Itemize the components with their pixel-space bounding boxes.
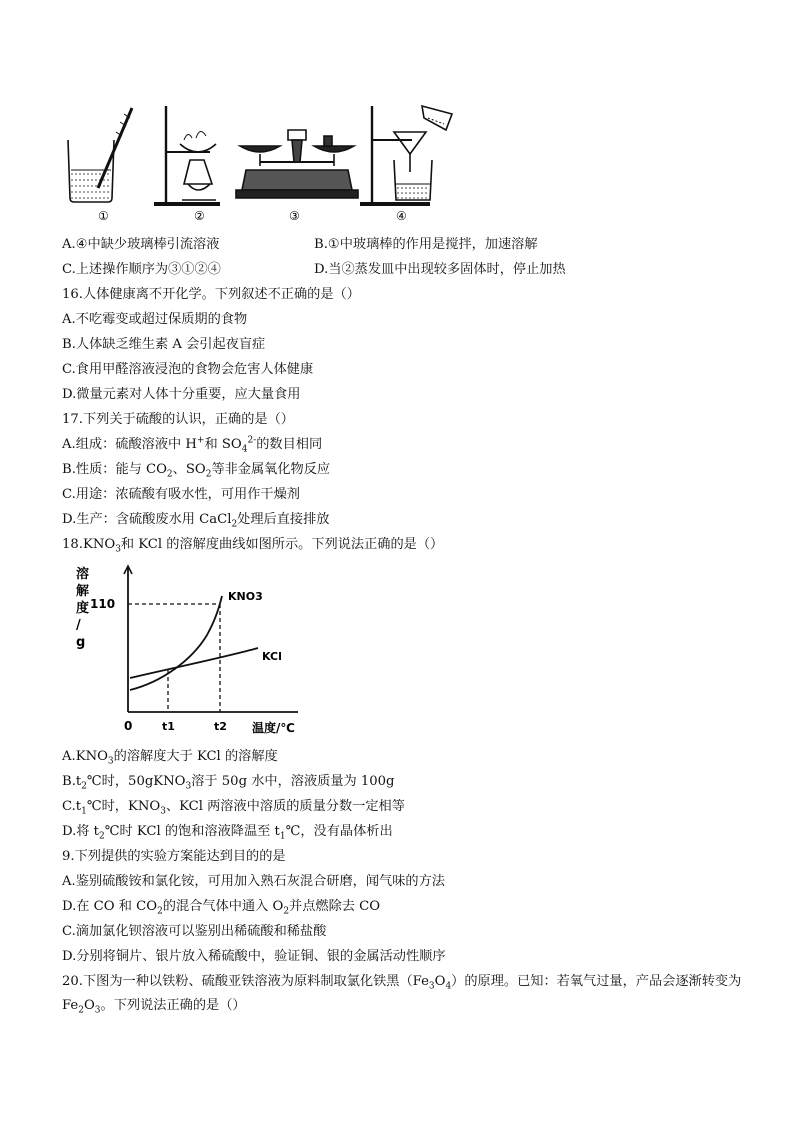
apparatus-figure: [60, 100, 480, 225]
series-label-kcl: KCl: [262, 650, 282, 663]
q18-option-a: $A.KNO_3$的溶解度大于 KCl 的溶解度: [62, 749, 278, 767]
y-axis-label-char: 解: [76, 584, 90, 599]
series-kno3-curve: [130, 596, 222, 690]
q15-option-b: B.①中玻璃棒的作用是搅拌，加速溶解: [314, 237, 538, 252]
y-tick-110: 110: [90, 597, 116, 611]
q16-option-d: D.微量元素对人体十分重要，应大量食用: [62, 387, 301, 402]
q15-option-d: D.当②蒸发皿中出现较多固体时，停止加热: [314, 262, 566, 277]
q18-option-b: $B.t_2℃$时，50gKNO$_3$溶于 50g 水中，溶液质量为 100g: [62, 774, 395, 792]
beaker-stirring-diagram: [68, 108, 132, 202]
balance-diagram: [236, 130, 358, 198]
q16-option-a: A.不吃霉变或超过保质期的食物: [62, 312, 248, 327]
q18-stem: $18.KNO_3$和 KCl 的溶解度曲线如图所示。下列说法正确的是（）: [62, 537, 444, 555]
q17-option-b: B.性质：能与 $CO_2$、$SO_2$等非金属氧化物反应: [62, 462, 331, 480]
y-axis-label-char: /: [76, 618, 81, 633]
q19-option-c: C.滴加氯化钡溶液可以鉴别出稀硫酸和稀盐酸: [62, 924, 327, 939]
q18-option-d: D.将 $t_2℃$时 KCl 的饱和溶液降温至 $t_1℃$，没有晶体析出: [62, 824, 393, 842]
q19-option-b: D.在 CO 和 $CO_2$的混合气体中通入 $O_2$并点燃除去 CO: [62, 899, 381, 917]
q17-option-d: D.生产：含硫酸废水用 CaCl$_2$处理后直接排放: [62, 512, 330, 530]
apparatus-label-2: ②: [194, 209, 205, 223]
apparatus-label-4: ④: [396, 209, 407, 223]
q17-option-c: C.用途：浓硫酸有吸水性，可用作干燥剂: [62, 487, 300, 502]
y-axis-label-char: g: [76, 635, 86, 650]
q16-option-b: B.人体缺乏维生素 A 会引起夜盲症: [62, 337, 266, 352]
x-tick-t1: t1: [162, 720, 175, 733]
q15-option-c: C.上述操作顺序为③①②④: [62, 262, 221, 277]
q15-option-a: A.④中缺少玻璃棒引流溶液: [62, 237, 220, 252]
q20-stem: 20.下图为一种以铁粉、硫酸亚铁溶液为原料制取氯化铁黑$(Fe_3O_4)$的原理。已知：若氧气过量，产品会逐渐转变为 $Fe_2O_3$。下列说法正确的是（）: [62, 974, 742, 1016]
solubility-chart: [62, 560, 312, 740]
filtration-diagram: [360, 106, 452, 204]
y-axis-label-char: 度: [76, 601, 90, 616]
q16-stem: 16.人体健康离不开化学。下列叙述不正确的是（）: [62, 287, 360, 302]
q18-option-c: $C.t_1℃$时，$KNO_3$、KCl 两溶液中溶质的质量分数一定相等: [62, 799, 405, 817]
q19-option-d: D.分别将铜片、银片放入稀硫酸中，验证铜、银的金属活动性顺序: [62, 949, 446, 964]
q19-stem: 9.下列提供的实验方案能达到目的的是: [62, 849, 286, 864]
x-tick-t2: t2: [214, 720, 227, 733]
y-axis-label: [76, 566, 90, 650]
apparatus-label-3: ③: [289, 209, 300, 223]
x-axis-label: 温度/℃: [252, 721, 295, 735]
evaporation-diagram: [154, 106, 220, 204]
apparatus-label-1: ①: [98, 209, 109, 223]
q17-stem: 17.下列关于硫酸的认识，正确的是（）: [62, 412, 294, 427]
series-label-kno3: KNO3: [228, 590, 263, 603]
q16-option-c: C.食用甲醛溶液浸泡的食物会危害人体健康: [62, 362, 314, 377]
q17-option-a: A.组成：硫酸溶液中 H+和 $SO_4^{2-}$的数目相同: [62, 435, 323, 455]
y-axis-label-char: 溶: [76, 567, 90, 582]
q19-option-a: A.鉴别硫酸铵和氯化铵，可用加入熟石灰混合研磨，闻气味的方法: [62, 874, 445, 889]
x-tick-0: 0: [124, 719, 133, 733]
